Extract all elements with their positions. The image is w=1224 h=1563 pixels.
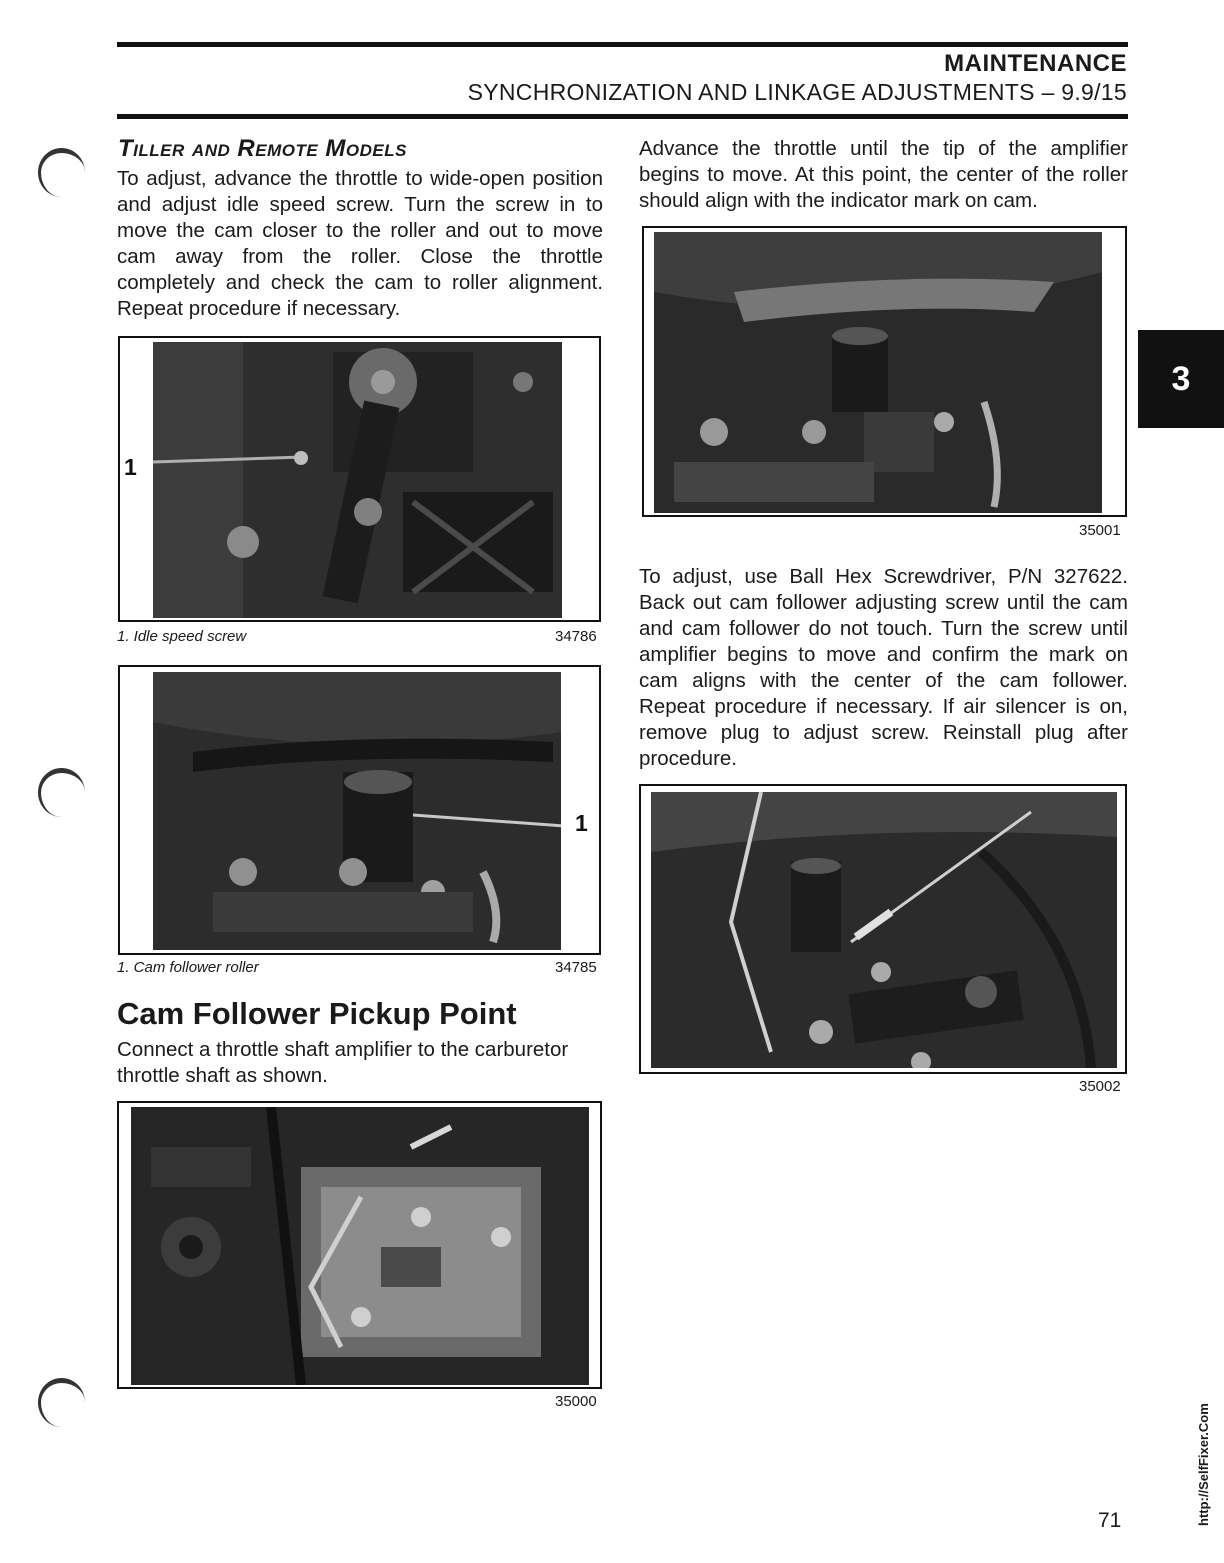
figure-callout-1: 1: [124, 454, 137, 480]
paragraph-connect-amplifier: Connect a throttle shaft amplifier to the carburetor throttle shaft as shown.: [117, 1038, 569, 1087]
section-subtitle: SYNCHRONIZATION AND LINKAGE ADJUSTMENTS – 9.9/15: [467, 79, 1127, 105]
figure-caption: 1. Cam follower roller: [117, 959, 259, 976]
figure-roller-alignment: [642, 226, 1127, 517]
header-top-rule: [117, 42, 1128, 47]
side-url-watermark: http://SelfFixer.Com: [1196, 1403, 1211, 1526]
figure-hex-screwdriver: [639, 784, 1127, 1074]
figure-number: 34786: [555, 628, 597, 645]
figure-number: 34785: [555, 959, 597, 976]
paragraph-idle-adjust: To adjust, advance the throttle to wide-open position and adjust idle speed screw. Turn the screw in to move the cam closer to the roller and out to move cam away from the roller. Close the throttle completely and check the cam to roller alignment. Repeat procedure if necessary.: [117, 167, 603, 320]
heading-cam-follower-pickup: Cam Follower Pickup Point: [117, 996, 517, 1031]
figure-number: 35000: [555, 1393, 597, 1410]
figure-caption: 1. Idle speed screw: [117, 628, 247, 645]
figure-number: 35001: [1079, 522, 1121, 539]
photo-hex-screwdriver: [651, 792, 1117, 1068]
photo-carburetor-linkage: [153, 342, 562, 618]
photo-cam-follower: [153, 672, 561, 950]
photo-throttle-amplifier: [131, 1107, 589, 1385]
binder-hole-mark: [38, 1378, 85, 1427]
chapter-tab: 3: [1138, 330, 1224, 428]
figure-idle-speed-screw: [118, 336, 601, 622]
figure-throttle-amplifier: [117, 1101, 602, 1389]
paragraph-advance-throttle: Advance the throttle until the tip of the amplifier begins to move. At this point, the center of the roller should align with the indicator mark on cam.: [639, 137, 1128, 212]
page-number: 71: [1098, 1509, 1122, 1532]
binder-hole-mark: [38, 148, 85, 197]
section-title: MAINTENANCE: [944, 50, 1127, 77]
paragraph-adjust-screwdriver: To adjust, use Ball Hex Screwdriver, P/N 327622. Back out cam follower adjusting screw until the cam and cam follower do not touch. Turn the screw until amplifier begins to move and confirm the mark on cam aligns with the center of the cam follower. Repeat procedure if necessary. If air silencer is on, remove plug to adjust screw. Reinstall plug after procedure.: [639, 565, 1128, 770]
figure-cam-follower-roller: [118, 665, 601, 955]
photo-roller-alignment: [654, 232, 1102, 513]
header-bottom-rule: [117, 114, 1128, 119]
binder-hole-mark: [38, 768, 85, 817]
subhead-tiller-remote: Tiller and Remote Models: [118, 135, 407, 162]
figure-number: 35002: [1079, 1078, 1121, 1095]
figure-callout-1: 1: [575, 810, 588, 836]
